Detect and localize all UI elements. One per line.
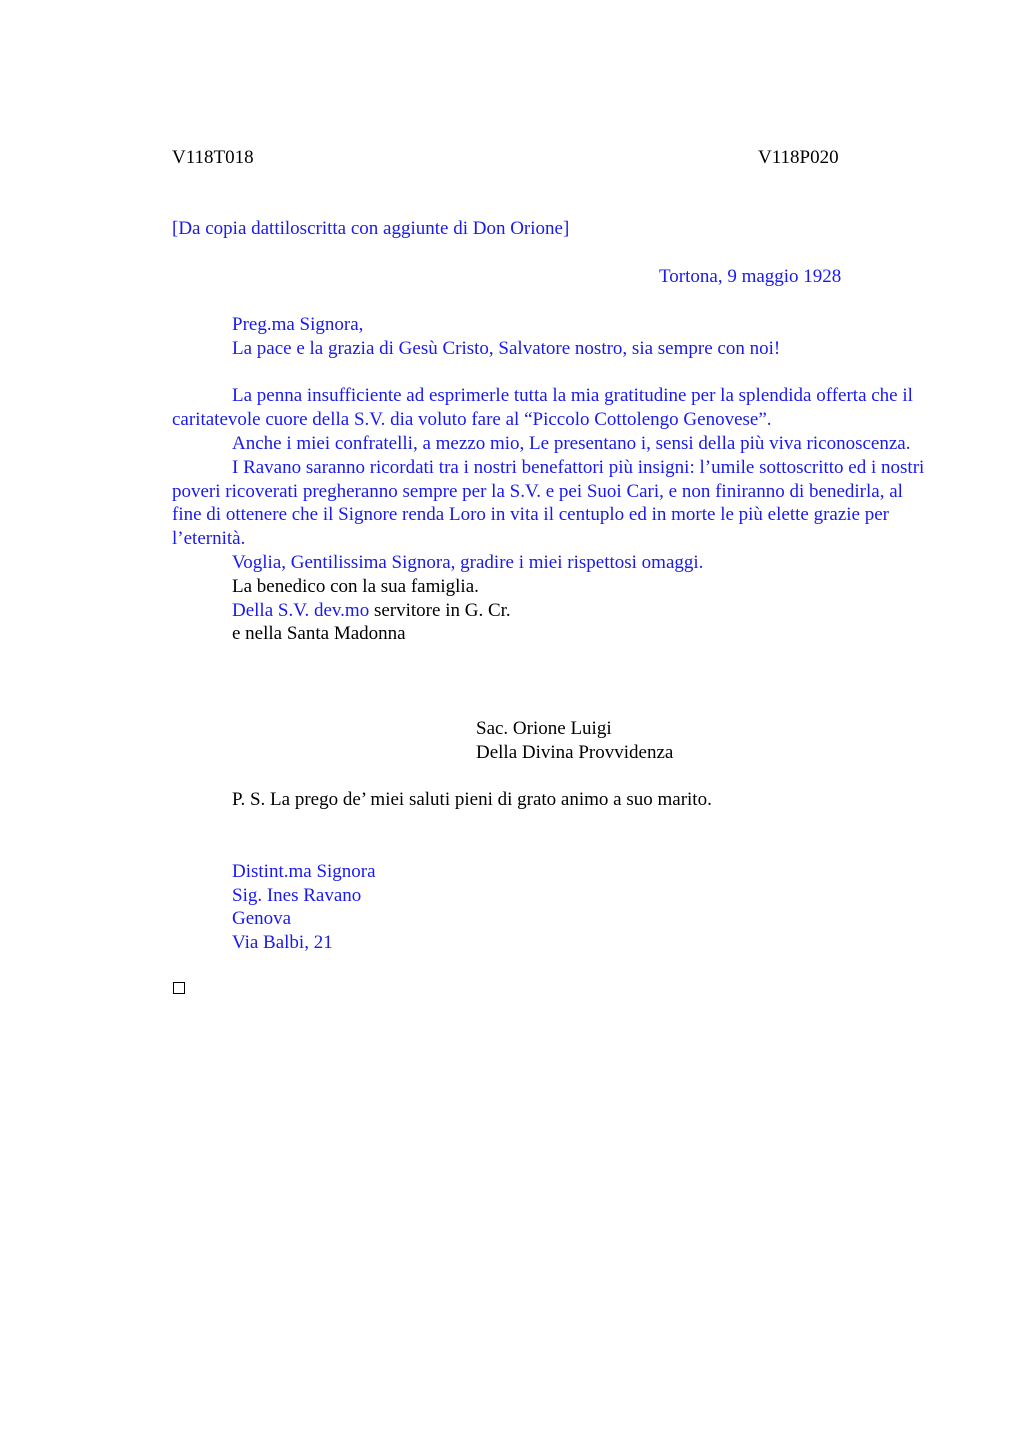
letter-paragraph-2: Anche i miei confratelli, a mezzo mio, Le presentano i, sensi della più viva riconoscenza. bbox=[232, 432, 911, 454]
letter-paragraph-1: La penna insufficiente ad esprimerle tutta la mia gratitudine per la splendida offerta che il caritatevole cuore della S.V. dia voluto fare al “Piccolo Cottolengo Genovese”. bbox=[172, 385, 913, 431]
letter-date: Tortona, 9 maggio 1928 bbox=[659, 266, 842, 287]
paragraph-gap bbox=[172, 361, 932, 385]
address-line-4: Via Balbi, 21 bbox=[232, 931, 333, 953]
postscript: P. S. La prego de’ miei saluti pieni di grato animo a suo marito. bbox=[232, 789, 712, 810]
letter-salutation: Preg.ma Signora, bbox=[232, 314, 364, 335]
address-line-3: Genova bbox=[232, 908, 292, 929]
end-marker-box-icon bbox=[173, 982, 185, 994]
signature-block bbox=[476, 717, 673, 765]
letter-greeting: La pace e la grazia di Gesù Cristo, Salvatore nostro, sia sempre con noi! bbox=[232, 337, 781, 359]
address-block bbox=[232, 860, 376, 954]
letter-closing-3 bbox=[172, 599, 932, 623]
document-code-right: V118P020 bbox=[758, 147, 839, 168]
document-code-left: V118T018 bbox=[172, 147, 254, 168]
closing-3-black-part: servitore in G. Cr. bbox=[369, 599, 511, 621]
signature-name: Sac. Orione Luigi bbox=[476, 718, 612, 739]
signature-title: Della Divina Provvidenza bbox=[476, 742, 674, 763]
closing-3-blue-part: Della S.V. dev.mo bbox=[232, 599, 370, 621]
letter-paragraph-3: I Ravano saranno ricordati tra i nostri benefattori più insigni: l’umile sottoscritto ed i nostri poveri ricoverati pregheranno sempre per la S.V. e pei Suoi Cari, e non finiranno di benedirla, al fine di ottenere che il Signore renda Loro in vita il centuplo ed in morte le più elette grazie per l’eternità. bbox=[172, 456, 925, 550]
address-line-1: Distint.ma Signora bbox=[232, 861, 376, 882]
letter-closing-1: Voglia, Gentilissima Signora, gradire i miei rispettosi omaggi. bbox=[232, 551, 704, 573]
letter-closing-2: La benedico con la sua famiglia. bbox=[232, 575, 479, 597]
address-line-2: Sig. Ines Ravano bbox=[232, 884, 362, 906]
source-note: [Da copia dattiloscritta con aggiunte di Don Orione] bbox=[172, 218, 570, 239]
letter-body bbox=[172, 313, 932, 646]
letter-closing-4: e nella Santa Madonna bbox=[232, 623, 406, 645]
